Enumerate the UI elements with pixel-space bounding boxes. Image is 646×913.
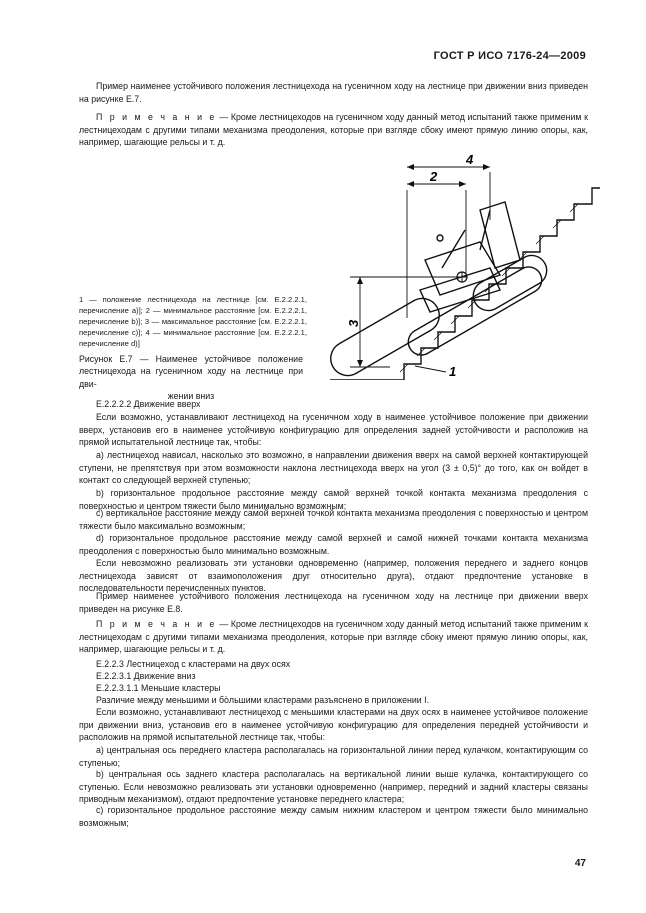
page-number: 47: [574, 858, 586, 869]
list-item-b: b) горизонтальное продольное расстояние между самой верхней точкой контакта механизма преодоления с поверхностью и центром тяжести было минимально возможным;: [79, 488, 588, 511]
figure-e7-stairclimber-diagram: [330, 150, 600, 380]
list-item-c: с) вертикальное расстояние между самой верхней точкой контакта механизма преодоления с поверхностью и центром тяжести было максимально возможным;: [79, 508, 588, 531]
list-item-d: d) горизонтальное продольное расстояние между самой верхней и самой нижней точками контакта механизма преодоления с поверхностью было минимально возможным.: [79, 533, 588, 556]
chair-back: [480, 202, 520, 268]
note-label: П р и м е ч а н и е: [96, 619, 217, 629]
figure-caption: [79, 353, 303, 403]
dimension-label-3: 3: [346, 319, 361, 327]
figure-legend: 1 — положение лестницехода на лестнице [см. Е.2.2.2.1, перечисление а)]; 2 — минимальное расстояние [см. Е.2.2.2.1, перечисление b)]; 3 — максимальное расстояние [см. Е.2.2.2.1, перечисление с)]; 4 — минимальное расстояние [см. Е.2.2.2.1, перечисление d)]: [79, 295, 307, 348]
note-2: [79, 618, 588, 656]
note-label: П р и м е ч а н и е: [96, 112, 217, 122]
paragraph: Если невозможно реализовать эти установки одновременно (например, положения переднего и заднего концов лестницехода зависят от взаимоположения друг относительно друга), отдают предпочтение установке в последовательности перечисленных пунктов.: [79, 558, 588, 594]
position-label-1: 1: [449, 364, 457, 379]
figure-caption-end: жении вниз: [167, 391, 215, 402]
note-text: — Кроме лестницеходов на гусеничном ходу данный метод испытаний также применим к лестницеходам с другими типами механизма преодоления, которые при взгляде сбоку имеют прямую линию опоры, как, например, шагающие рельсы и т. д.: [79, 112, 588, 148]
paragraph: Если возможно, устанавливают лестницеход с меньшими кластерами на двух осях в наименее устойчивое положение при движении вниз, установив его в наименее устойчивую конфигурацию для определения передней устойчивости и расположив на прямой испытательной лестнице так, чтобы:: [79, 707, 588, 743]
paragraph: Если возможно, устанавливают лестницеход на гусеничном ходу в наименее устойчивое положение при движении вверх, установив его в наименее устойчивую конфигурацию для определения задней устойчивости и расположив на прямой испытательной лестнице так, чтобы:: [79, 412, 588, 448]
list-item-b: b) центральная ось заднего кластера располагалась на вертикальной линии выше кулачка, контактирующего со ступенью. Если невозможно реализовать эти установки одновременно (например, передний и задний кластеры связаны приводным механизмом), отдают предпочтение установке переднего кластера;: [79, 769, 588, 805]
intro-paragraph: Пример наименее устойчивого положения лестницехода на гусеничном ходу на лестнице при движении вниз приведен на рисунке Е.7.: [79, 81, 588, 104]
section-title-e2222: Е.2.2.2.2 Движение вверх: [96, 399, 201, 409]
list-item-c: с) горизонтальное продольное расстояние между самым нижним кластером и центром тяжести было минимально возможным;: [79, 805, 588, 828]
section-title-e223: Е.2.2.3 Лестницеход с кластерами на двух осях: [96, 659, 291, 669]
list-item-a: а) центральная ось переднего кластера располагалась на горизонтальной линии перед кулачком, контактирующим со ступенью;: [79, 745, 588, 768]
intro-note: [79, 111, 588, 149]
document-header: ГОСТ Р ИСО 7176-24—2009: [433, 50, 586, 62]
paragraph: Различие между меньшими и бо̀льшими кластерами разъяснено в приложении I.: [96, 695, 430, 705]
list-item-a: а) лестницеход нависал, насколько это возможно, в направлении движения вверх на самой верхней контактирующей ступени, не препятствуя при этом возможности наклона лестницехода вверх на угол (3 ± 0,5)° до того, как он войдет в контакт со следующей верхней ступенью;: [79, 450, 588, 486]
dimension-label-2: 2: [430, 169, 438, 184]
figure-caption-main: Рисунок Е.7 — Наименее устойчивое положение лестницехода на гусеничном ходу на лестнице при дви-: [79, 354, 303, 389]
note-text: — Кроме лестницеходов на гусеничном ходу данный метод испытаний также применим к лестницеходам с другими типами механизма преодоления, которые при взгляде сбоку имеют прямую линию опоры, как, например, шагающие рельсы и т. д.: [79, 619, 588, 655]
section-title-e2231: Е.2.2.3.1 Движение вниз: [96, 671, 196, 681]
staircase: [330, 188, 600, 380]
dimension-label-4: 4: [466, 152, 474, 167]
paragraph: Пример наименее устойчивого положения лестницехода на гусеничном ходу на лестнице при движении вверх приведен на рисунке Е.8.: [79, 591, 588, 614]
section-title-e22311: Е.2.2.3.1.1 Меньшие кластеры: [96, 683, 221, 693]
